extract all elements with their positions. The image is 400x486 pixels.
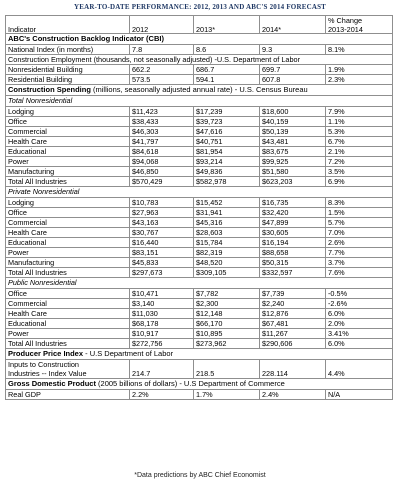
value-change: 7.9% — [326, 107, 393, 116]
gdp-title: Gross Domestic Product — [8, 379, 96, 388]
value-2013: $47,616 — [194, 127, 260, 136]
value-change: 3.5% — [326, 167, 393, 176]
value-2012: 7.8 — [130, 45, 194, 54]
value-change: 2.3% — [326, 75, 393, 84]
ppi-title: Producer Price Index — [8, 349, 84, 358]
table-row — [5, 289, 393, 299]
value-2014: $290,606 — [260, 339, 326, 348]
table-row — [5, 319, 393, 329]
value-2014: 699.7 — [260, 65, 326, 74]
row-label: Total All Industries — [5, 268, 130, 277]
row-label: Commercial — [5, 127, 130, 136]
table-row — [5, 390, 393, 400]
row-label: Nonresidential Building — [5, 65, 130, 74]
value-2012: $45,833 — [130, 258, 194, 267]
value-2012: $11,030 — [130, 309, 194, 318]
row-label: Residential Building — [5, 75, 130, 84]
value-2014: 607.8 — [260, 75, 326, 84]
row-label: Office — [5, 208, 130, 217]
table-row — [5, 198, 393, 208]
row-label: Manufacturing — [5, 258, 130, 267]
table-row — [5, 147, 393, 157]
value-2014: $43,481 — [260, 137, 326, 146]
value-2014: $623,203 — [260, 177, 326, 186]
row-label: Commercial — [5, 218, 130, 227]
header-2014: 2014* — [260, 16, 326, 33]
value-2014: $332,597 — [260, 268, 326, 277]
value-2013: 8.6 — [194, 45, 260, 54]
value-2013: $81,954 — [194, 147, 260, 156]
employment-label: Construction Employment (thousands, not seasonally adjusted) -U.S. Department of Labor — [5, 55, 393, 65]
row-label: Power — [5, 329, 130, 338]
value-2012: $46,303 — [130, 127, 194, 136]
total-nonresidential-label: Total Nonresidential — [5, 96, 393, 107]
ppi-label: Inputs to Construction Industries -- Index Value — [5, 360, 130, 378]
row-label: Commercial — [5, 299, 130, 308]
value-2013: $273,962 — [194, 339, 260, 348]
row-label: Educational — [5, 319, 130, 328]
value-2013: $93,214 — [194, 157, 260, 166]
header-row — [5, 15, 393, 34]
value-change: 2.0% — [326, 319, 393, 328]
row-label: Total All Industries — [5, 177, 130, 186]
value-2013: $309,105 — [194, 268, 260, 277]
value-2013: $31,941 — [194, 208, 260, 217]
value-2012: $83,151 — [130, 248, 194, 257]
spending-note: (millions, seasonally adjusted annual rate) - U.S. Census Bureau — [90, 85, 308, 94]
value-2014: 2.4% — [260, 390, 326, 399]
table-row — [5, 157, 393, 167]
value-2014: $18,600 — [260, 107, 326, 116]
ppi-2012: 214.7 — [130, 360, 194, 378]
value-2013: $45,316 — [194, 218, 260, 227]
value-2014: $2,240 — [260, 299, 326, 308]
value-change: 6.9% — [326, 177, 393, 186]
header-indicator: Indicator — [5, 16, 130, 33]
table-row — [5, 238, 393, 248]
value-2014: $40,159 — [260, 117, 326, 126]
table-row — [5, 258, 393, 268]
row-label: Health Care — [5, 137, 130, 146]
public-nonresidential-label: Public Nonresidential — [5, 278, 393, 289]
value-2012: $272,756 — [130, 339, 194, 348]
value-2013: $39,723 — [194, 117, 260, 126]
row-label: Health Care — [5, 309, 130, 318]
value-2013: $15,452 — [194, 198, 260, 207]
ppi-change: 4.4% — [326, 360, 393, 378]
value-change: N/A — [326, 390, 393, 399]
value-change: 6.7% — [326, 137, 393, 146]
ppi-2013: 218.5 — [194, 360, 260, 378]
value-change: 8.1% — [326, 45, 393, 54]
row-label: Educational — [5, 147, 130, 156]
value-2014: $7,739 — [260, 289, 326, 298]
row-label: Lodging — [5, 198, 130, 207]
table-row — [5, 218, 393, 228]
value-2012: 573.5 — [130, 75, 194, 84]
value-2013: $582,978 — [194, 177, 260, 186]
value-2013: $15,784 — [194, 238, 260, 247]
value-2012: 662.2 — [130, 65, 194, 74]
table-row — [5, 117, 393, 127]
table-title: YEAR-TO-DATE PERFORMANCE: 2012, 2013 AND ABC'S 2014 FORECAST — [73, 3, 327, 11]
gdp-section-title — [5, 379, 393, 390]
value-change: -0.5% — [326, 289, 393, 298]
value-2014: $88,658 — [260, 248, 326, 257]
table-row — [5, 167, 393, 177]
value-change: 3.7% — [326, 258, 393, 267]
value-2013: $40,751 — [194, 137, 260, 146]
row-label: National Index (in months) — [5, 45, 130, 54]
row-label: Lodging — [5, 107, 130, 116]
value-2012: $16,440 — [130, 238, 194, 247]
value-change: -2.6% — [326, 299, 393, 308]
value-2012: $41,797 — [130, 137, 194, 146]
row-label: Office — [5, 289, 130, 298]
value-change: 2.1% — [326, 147, 393, 156]
value-change: 7.2% — [326, 157, 393, 166]
value-2012: $27,963 — [130, 208, 194, 217]
value-2012: $3,140 — [130, 299, 194, 308]
value-2013: $66,170 — [194, 319, 260, 328]
value-2012: $38,433 — [130, 117, 194, 126]
row-label: Health Care — [5, 228, 130, 237]
table-row — [5, 75, 393, 85]
value-change: 2.6% — [326, 238, 393, 247]
value-change: 3.41% — [326, 329, 393, 338]
private-nonresidential-label: Private Nonresidential — [5, 187, 393, 198]
value-change: 1.5% — [326, 208, 393, 217]
value-change: 5.7% — [326, 218, 393, 227]
value-2013: $28,603 — [194, 228, 260, 237]
value-2013: $17,239 — [194, 107, 260, 116]
value-2014: 9.3 — [260, 45, 326, 54]
table-row — [5, 127, 393, 137]
gdp-note: (2005 billions of dollars) - U.S Department of Commerce — [95, 379, 285, 388]
value-change: 5.3% — [326, 127, 393, 136]
value-2013: 1.7% — [194, 390, 260, 399]
value-2012: $10,917 — [130, 329, 194, 338]
value-2014: $50,139 — [260, 127, 326, 136]
row-label: Manufacturing — [5, 167, 130, 176]
value-2013: $2,300 — [194, 299, 260, 308]
row-label: Power — [5, 157, 130, 166]
row-label: Educational — [5, 238, 130, 247]
spending-section-title — [5, 85, 393, 96]
value-2014: $11,267 — [260, 329, 326, 338]
table-row — [5, 360, 393, 379]
row-label: Real GDP — [5, 390, 130, 399]
value-2012: $10,783 — [130, 198, 194, 207]
table-row — [5, 299, 393, 309]
value-2013: $12,148 — [194, 309, 260, 318]
header-change: % Change 2013-2014 — [326, 16, 393, 33]
value-2012: $570,429 — [130, 177, 194, 186]
value-2013: $10,895 — [194, 329, 260, 338]
value-change: 1.1% — [326, 117, 393, 126]
ppi-section-title — [5, 349, 393, 360]
ppi-note: - U.S Department of Labor — [83, 349, 174, 358]
table-row — [5, 107, 393, 117]
table-row — [5, 137, 393, 147]
header-2012: 2012 — [130, 16, 194, 33]
value-2014: $50,315 — [260, 258, 326, 267]
table-row — [5, 329, 393, 339]
value-2012: $84,618 — [130, 147, 194, 156]
spending-title: Construction Spending — [8, 85, 91, 94]
value-2013: $48,520 — [194, 258, 260, 267]
table-row — [5, 45, 393, 55]
value-2013: 594.1 — [194, 75, 260, 84]
footnote: *Data predictions by ABC Chief Economist — [134, 472, 266, 479]
table-row — [5, 339, 393, 349]
cbi-section-title: ABC's Construction Backlog Indicator (CBI) — [5, 34, 393, 45]
value-2014: $51,580 — [260, 167, 326, 176]
value-2014: $32,420 — [260, 208, 326, 217]
value-2014: $12,876 — [260, 309, 326, 318]
value-2014: $30,605 — [260, 228, 326, 237]
value-2014: $67,481 — [260, 319, 326, 328]
value-change: 7.7% — [326, 248, 393, 257]
value-2012: $30,767 — [130, 228, 194, 237]
table-row — [5, 309, 393, 319]
value-2013: $49,836 — [194, 167, 260, 176]
value-change: 8.3% — [326, 198, 393, 207]
value-change: 6.0% — [326, 309, 393, 318]
table-row — [5, 268, 393, 278]
value-2012: $10,471 — [130, 289, 194, 298]
value-2012: $43,163 — [130, 218, 194, 227]
table-row — [5, 65, 393, 75]
value-2013: 686.7 — [194, 65, 260, 74]
value-2013: $7,782 — [194, 289, 260, 298]
row-label: Office — [5, 117, 130, 126]
row-label: Power — [5, 248, 130, 257]
value-change: 7.0% — [326, 228, 393, 237]
value-2014: $47,899 — [260, 218, 326, 227]
table-row — [5, 208, 393, 218]
ppi-2014: 228.114 — [260, 360, 326, 378]
value-2012: $46,850 — [130, 167, 194, 176]
table-row — [5, 177, 393, 187]
value-2014: $99,925 — [260, 157, 326, 166]
table-row — [5, 248, 393, 258]
value-2014: $16,735 — [260, 198, 326, 207]
forecast-table — [5, 15, 393, 400]
value-2014: $16,194 — [260, 238, 326, 247]
value-2012: $11,423 — [130, 107, 194, 116]
value-2012: $297,673 — [130, 268, 194, 277]
value-change: 6.0% — [326, 339, 393, 348]
value-2012: $94,068 — [130, 157, 194, 166]
header-2013: 2013* — [194, 16, 260, 33]
table-row — [5, 228, 393, 238]
value-change: 1.9% — [326, 65, 393, 74]
value-2013: $82,319 — [194, 248, 260, 257]
value-change: 7.6% — [326, 268, 393, 277]
value-2012: $68,178 — [130, 319, 194, 328]
value-2012: 2.2% — [130, 390, 194, 399]
row-label: Total All Industries — [5, 339, 130, 348]
value-2014: $83,675 — [260, 147, 326, 156]
